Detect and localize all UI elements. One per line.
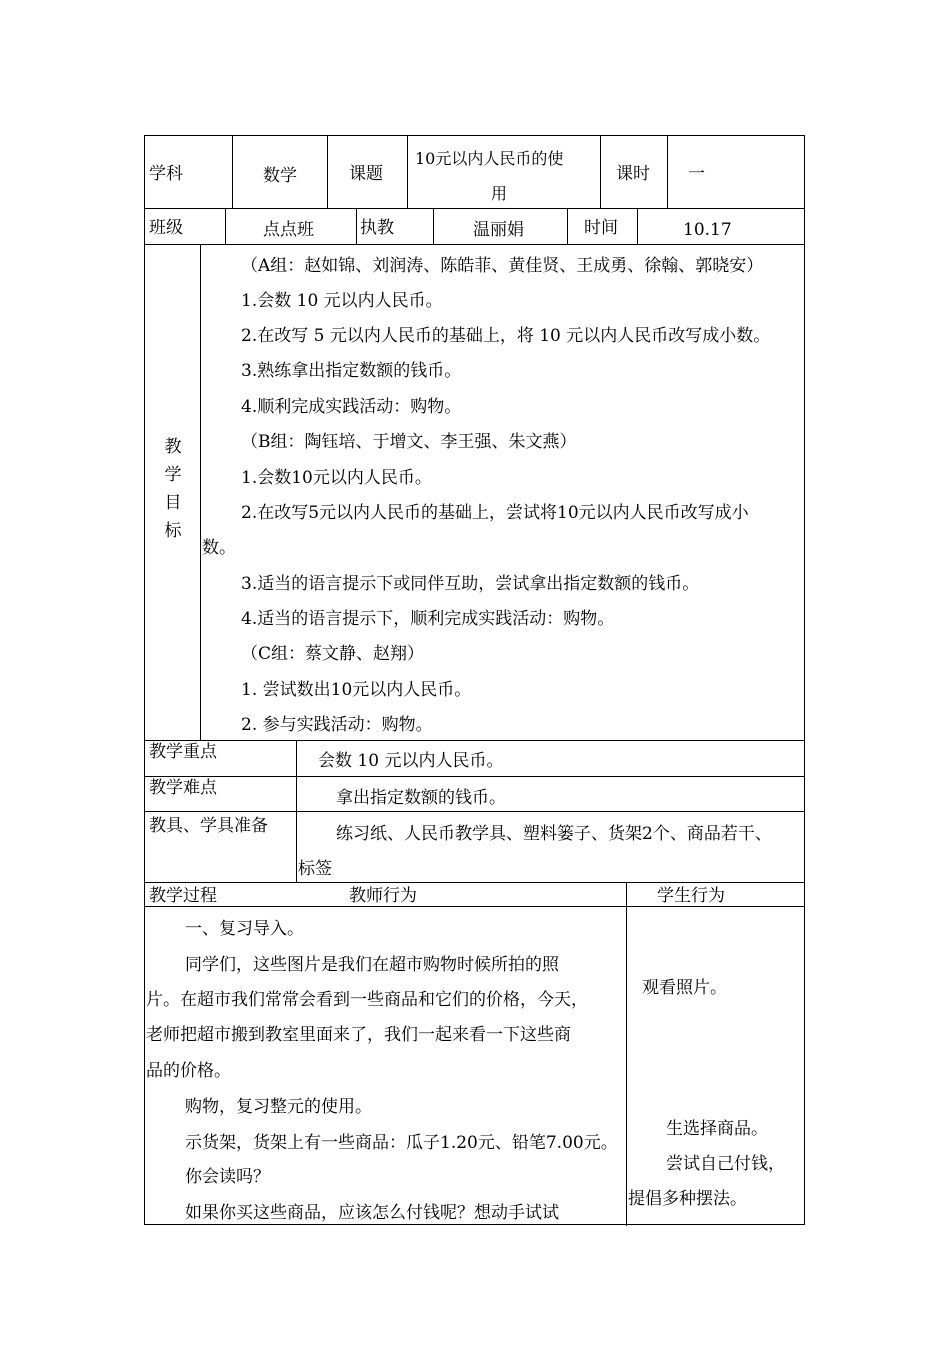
teacher-line: 示货架，货架上有一些商品：瓜子1.20元、铅笔7.00元。 [185, 1133, 618, 1153]
student-behavior-header: 学生行为 [657, 886, 725, 906]
objective-line: 4.顺利完成实践活动：购物。 [241, 397, 462, 417]
teacher-behavior-header: 教师行为 [349, 886, 417, 906]
col-divider [200, 244, 201, 740]
student-line: 提倡多种摆法。 [628, 1189, 747, 1209]
student-line: 生选择商品。 [666, 1119, 768, 1139]
topic-value-line1: 10元以内人民币的使 [415, 149, 564, 168]
col-divider [232, 136, 233, 208]
teacher-line: 一、复习导入。 [185, 919, 304, 939]
teacher-line: 片。在超市我们常常会看到一些商品和它们的价格，今天， [146, 990, 588, 1010]
teacher-value: 温丽娟 [473, 220, 524, 240]
materials-value-line1: 练习纸、人民币教学具、塑料篓子、货架2个、商品若干、 [336, 824, 772, 844]
col-divider [637, 208, 638, 244]
objective-line: 2.在改写 5 元以内人民币的基础上，将 10 元以内人民币改写成小数。 [241, 326, 771, 346]
topic-label: 课题 [349, 164, 383, 184]
row-divider [145, 244, 804, 245]
difficulty-label: 教学难点 [149, 778, 217, 798]
topic-value-line2: 用 [491, 184, 508, 203]
teacher-line: 如果你买这些商品，应该怎么付钱呢？想动手试试 [185, 1203, 559, 1223]
objective-line: （A组：赵如锦、刘润涛、陈皓菲、黄佳贤、王成勇、徐翰、郭晓安） [241, 256, 764, 276]
objective-line: （B组：陶钰培、于增文、李王强、朱文燕） [241, 432, 577, 452]
row-divider [145, 740, 804, 741]
objective-line: 3.熟练拿出指定数额的钱币。 [241, 361, 462, 381]
period-value: 一 [688, 164, 705, 184]
difficulty-value: 拿出指定数额的钱币。 [336, 788, 506, 808]
teacher-line: 你会读吗？ [185, 1167, 270, 1187]
objective-line: 3.适当的语言提示下或同伴互助，尝试拿出指定数额的钱币。 [241, 574, 700, 594]
row-divider [145, 882, 804, 883]
materials-value-line2: 标签 [298, 859, 332, 879]
col-divider [433, 208, 434, 244]
class-value: 点点班 [263, 220, 314, 240]
teacher-line: 同学们，这些图片是我们在超市购物时候所拍的照 [185, 955, 559, 975]
teacher-line: 老师把超市搬到教室里面来了，我们一起来看一下这些商 [146, 1025, 571, 1045]
row-divider [145, 811, 804, 812]
col-divider [667, 136, 668, 208]
teacher-line: 购物，复习整元的使用。 [185, 1097, 372, 1117]
objective-line: （C组：蔡文静、赵翔） [241, 644, 425, 664]
teacher-line: 品的价格。 [146, 1061, 231, 1081]
time-value: 10.17 [683, 220, 732, 240]
subject-label: 学科 [149, 164, 183, 184]
row-divider [145, 208, 804, 209]
student-line: 观看照片。 [642, 978, 727, 998]
objectives-label: 教 学 目 标 [164, 437, 182, 541]
subject-value: 数学 [263, 166, 297, 186]
key-point-value: 会数 10 元以内人民币。 [318, 751, 504, 771]
col-divider [225, 208, 226, 244]
materials-label: 教具、学具准备 [149, 816, 268, 836]
objective-line: 1. 尝试数出10元以内人民币。 [241, 680, 472, 700]
objective-line: 4.适当的语言提示下，顺利完成实践活动：购物。 [241, 609, 615, 629]
class-label: 班级 [149, 218, 183, 238]
time-label: 时间 [584, 218, 618, 238]
teacher-label: 执教 [360, 218, 394, 238]
objective-line: 数。 [202, 538, 236, 558]
objective-line: 1.会数10元以内人民币。 [241, 468, 432, 488]
objective-line: 1.会数 10 元以内人民币。 [241, 291, 443, 311]
col-divider [600, 136, 601, 208]
col-divider [567, 208, 568, 244]
objective-line: 2. 参与实践活动：购物。 [241, 715, 433, 735]
row-divider [145, 906, 804, 907]
col-divider [626, 882, 627, 1226]
key-point-label: 教学重点 [149, 742, 217, 762]
col-divider [407, 136, 408, 208]
row-divider [145, 776, 804, 777]
lesson-plan-table [144, 135, 805, 1225]
col-divider [356, 208, 357, 244]
col-divider [296, 740, 297, 882]
student-line: 尝试自己付钱， [666, 1154, 785, 1174]
objective-line: 2.在改写5元以内人民币的基础上，尝试将10元以内人民币改写成小 [241, 503, 749, 523]
period-label: 课时 [616, 164, 650, 184]
col-divider [327, 136, 328, 208]
process-label: 教学过程 [149, 886, 217, 906]
